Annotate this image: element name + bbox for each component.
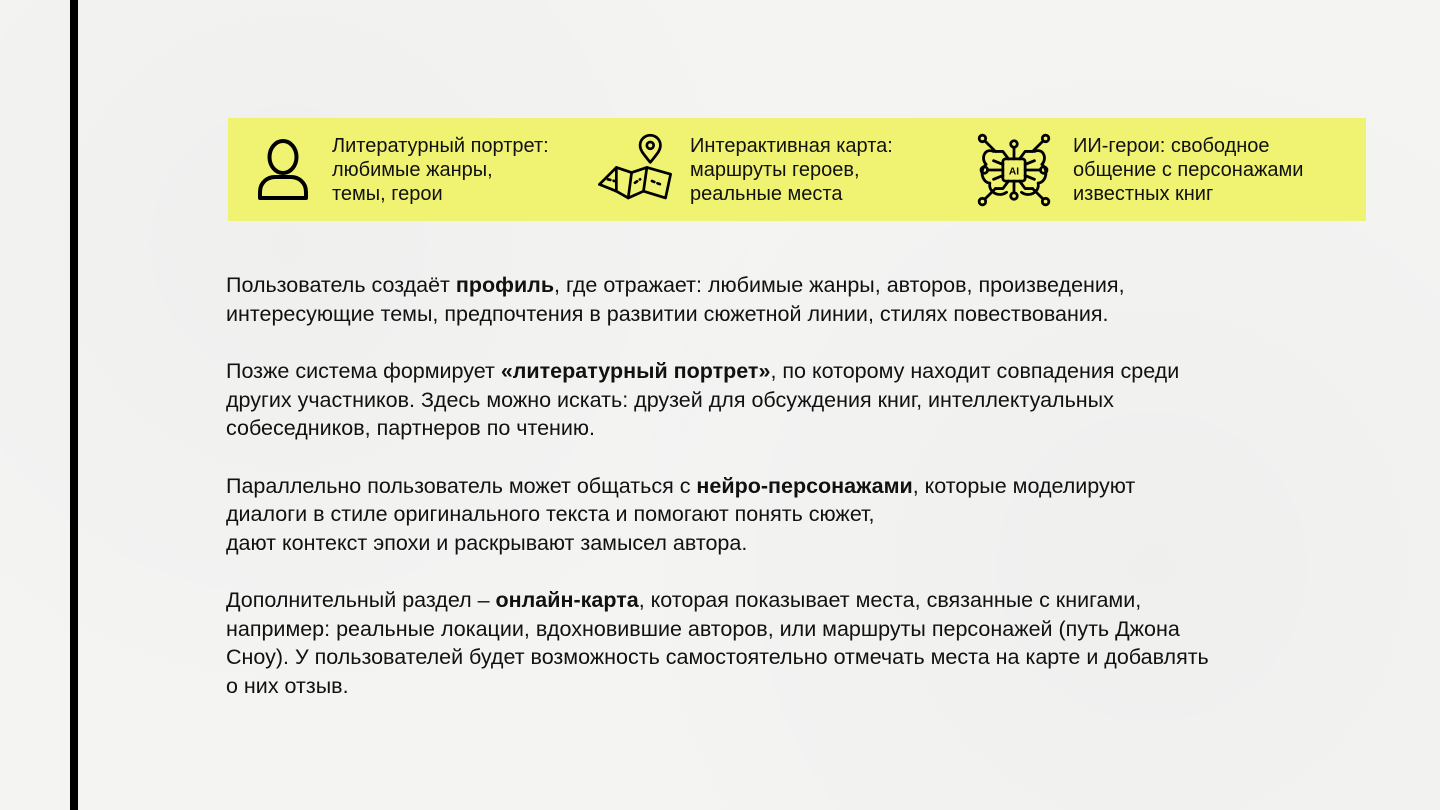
paragraph-profile [226,271,1376,328]
ai-chip-icon [975,131,1053,209]
feature-label: Интерактивная карта: маршруты героев, реальные места [690,134,893,205]
feature-literary-portrait [244,118,549,221]
paragraph-online-map [226,586,1376,700]
paragraph-text: Пользователь создаёт [226,273,456,297]
feature-label: Литературный портрет: любимые жанры, темы, герои [332,134,549,205]
paragraph-text: , которая показывает места, связанные с книгами, например: реальные локации, вдохновившие авторов, или маршруты персонажей (путь Джона Сноу). У пользователей будет возможность самостоятельно отмечать места на карте и добавлять о них отзыв. [226,588,1209,698]
paragraph-neuro-characters [226,472,1376,558]
svg-text:AI: AI [1008,166,1020,178]
paragraph-keyword: онлайн-карта [495,588,639,612]
paragraph-text: , где отражает: любимые жанры, авторов, произведения, интересующие темы, предпочтения в развитии сюжетной линии, стилях повествования. [226,273,1125,326]
paragraph-text: Параллельно пользователь может общаться с [226,473,697,498]
feature-ai-heroes [975,118,1303,221]
feature-banner [228,118,1366,221]
feature-interactive-map [596,118,893,221]
paragraph-text: , которые моделируют диалоги в стиле оригинального текста и помогают понять сюжет, дают контекст эпохи и раскрывают замысел автора. [226,473,1136,555]
paragraph-keyword: нейро-персонажами [696,473,913,498]
feature-label: ИИ-герои: свободное общение с персонажами известных книг [1073,134,1304,205]
paragraph-text: , по которому находит совпадения среди других участников. Здесь можно искать: друзей для обсуждения книг, интеллектуальных собеседников, партнеров по чтению. [226,359,1180,440]
paragraph-text: Дополнительный раздел – [226,588,496,612]
body-text [226,271,1376,729]
user-icon [244,131,322,209]
paragraph-keyword: «литературный портрет» [500,359,771,383]
paragraph-literary-portrait [226,357,1376,443]
paragraph-keyword: профиль [455,273,555,297]
map-pin-icon [596,131,674,209]
paragraph-text: Позже система формирует [226,359,501,383]
left-vertical-rule [70,0,78,810]
